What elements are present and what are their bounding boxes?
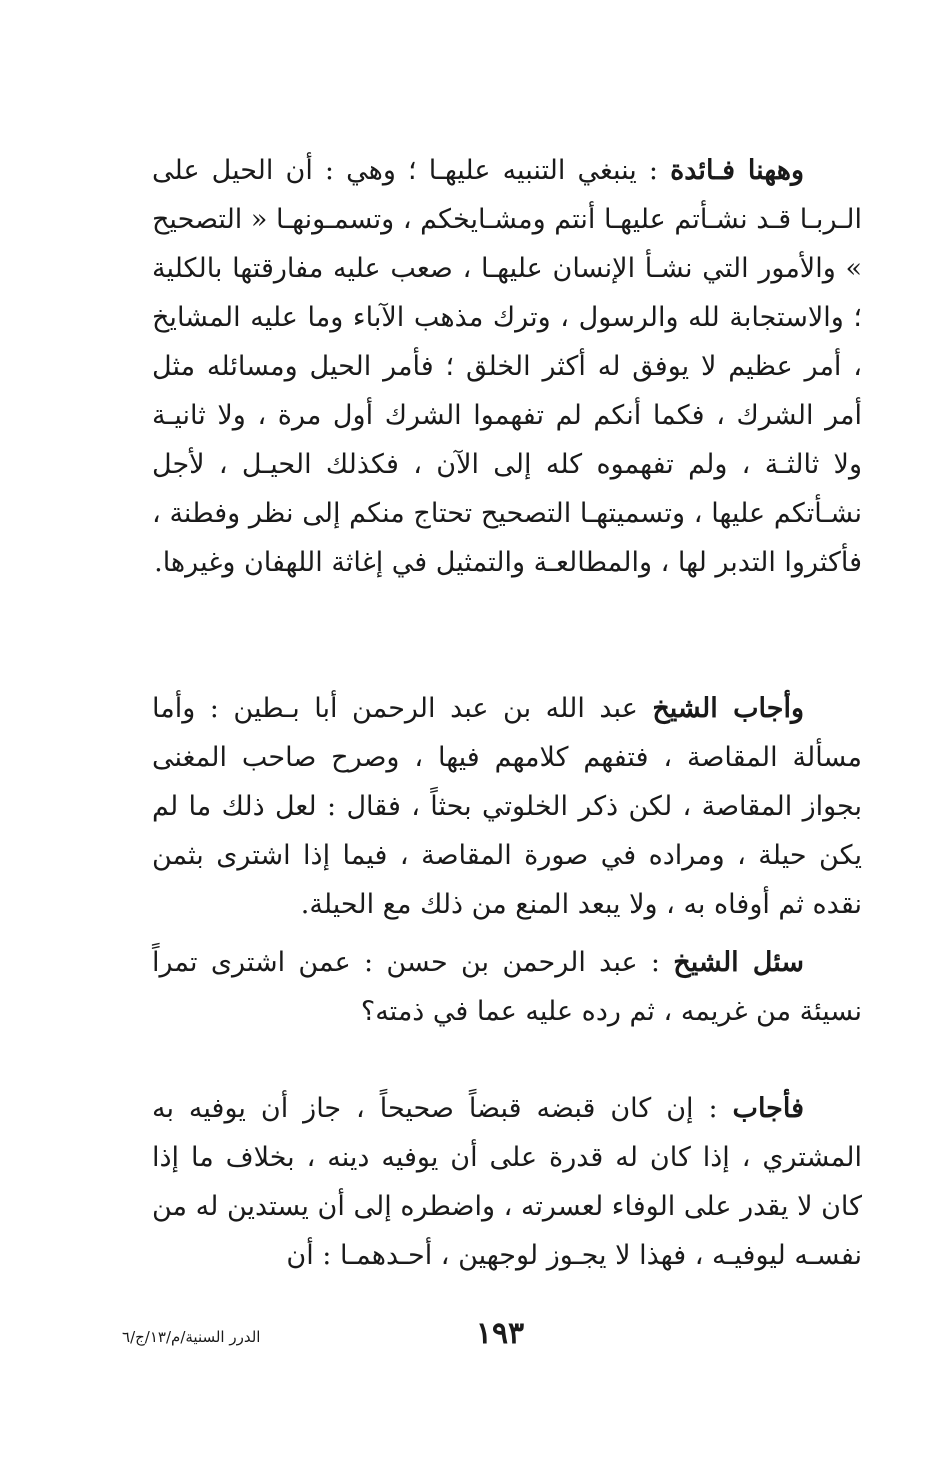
paragraph-body: : ينبغي التنبيه عليهـا ؛ وهي : أن الحيل على الـربـا قـد نشـأتم عليهـا أنتم ومشـايخكم ، وتسمـونهـا « التصحيح » والأمور التي نشـأ الإنسان عليهـا ، صعب عليه مفارقتها بالكلية ؛ والاستجابة لله والرسول ، وترك مذهب الآباء وما عليه المشايخ ، أمر عظيم لا يوفق له أكثر الخلق ؛ فأمر الحيل ومسائله مثل أمر الشرك ، فكما أنكم لم تفهموا الشرك أول مرة ، ولا ثانيـة ولا ثالثـة ، ولم تفهموه كله إلى الآن ، فكذلك الحيـل ، لأجل نشـأتكم عليها ، وتسميتهـا التصحيح تحتاج منكم إلى نظر وفطنة ، فأكثروا التدبر لها ، والمطالعـة والتمثيل في إغاثة اللهفان وغيرها. (152, 155, 862, 578)
paragraph-question (152, 938, 862, 1036)
paragraph-body: : إن كان قبضه قبضاً صحيحاً ، جاز أن يوفيه به المشتري ، إذا كان له قدرة على أن يوفيه دينه ، بخلاف ما إذا كان لا يقدر على الوفاء لعسرته ، واضطره إلى أن يستدين له من نفسـه ليوفيـه ، فهذا لا يجـوز لوجهين ، أحـدهمـا : أن (152, 1093, 862, 1271)
paragraph-lead: وههنا فـائدة (670, 155, 804, 186)
paragraph-fawaid-hiyal (152, 146, 862, 587)
paragraph-lead: سئل الشيخ (673, 947, 805, 978)
paragraph-lead: وأجاب الشيخ (652, 693, 804, 724)
paragraph-aba-butain-answer (152, 684, 862, 929)
page-footer (0, 1316, 944, 1362)
source-reference: الدرر السنية/م/١٣/ج/٦ (122, 1328, 261, 1346)
page-number: ١٩٣ (475, 1316, 525, 1351)
paragraph-body: : عبد الرحمن بن حسن : عمن اشترى تمراً نسيئة من غريمه ، ثم رده عليه عما في ذمته؟ (152, 947, 862, 1027)
paragraph-answer (152, 1084, 862, 1280)
paragraph-body: عبد الله بن عبد الرحمن أبا بـطين : وأما مسألة المقاصة ، فتفهم كلامهم فيها ، وصرح صاحب المغنى بجواز المقاصة ، لكن ذكر الخلوتي بحثاً ، فقال : لعل ذلك ما لم يكن حيلة ، ومراده في صورة المقاصة ، فيما إذا اشترى بثمن نقده ثم أوفاه به ، ولا يبعد المنع من ذلك مع الحيلة. (152, 693, 862, 920)
paragraph-lead: فأجاب (732, 1093, 804, 1124)
